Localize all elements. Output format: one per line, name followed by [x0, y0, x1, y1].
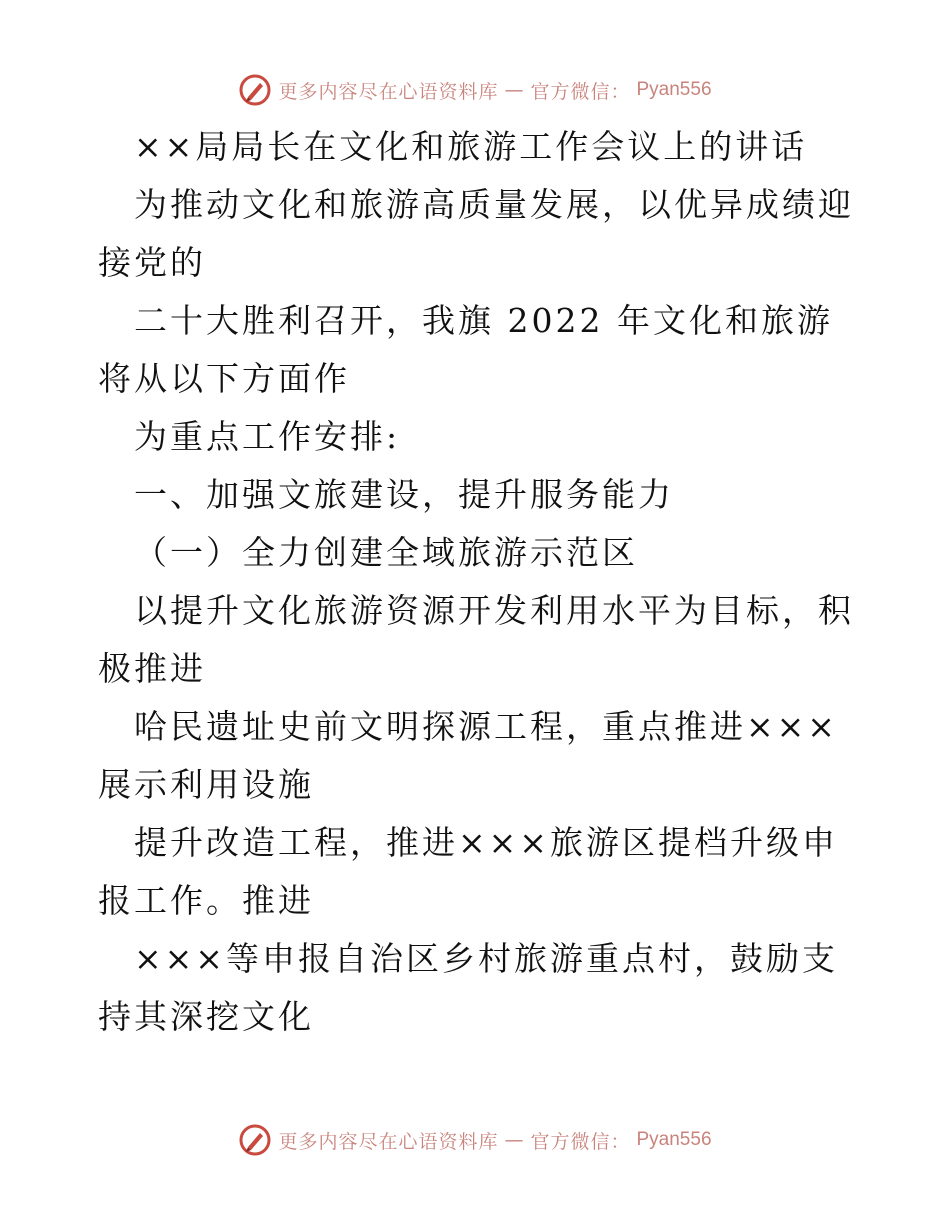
- paragraph: ×××等申报自治区乡村旅游重点村，鼓励支持其深挖文化: [98, 939, 838, 1036]
- watermark-separator: —: [504, 1129, 525, 1151]
- watermark-wechat-id: Pyan556: [636, 79, 712, 100]
- document-title: ××局局长在文化和旅游工作会议上的讲话: [134, 127, 808, 166]
- pen-logo-icon: [238, 73, 272, 107]
- header-watermark: [0, 70, 950, 110]
- paragraph: 为重点工作安排:: [134, 417, 401, 456]
- document-body: [98, 118, 854, 1046]
- paragraph: 哈民遗址史前文明探源工程，重点推进×××展示利用设施: [98, 707, 838, 804]
- watermark-text: 更多内容尽在心语资料库: [278, 80, 499, 103]
- watermark-separator: —: [504, 79, 525, 101]
- paragraph: 为推动文化和旅游高质量发展，以优异成绩迎接党的: [98, 185, 854, 282]
- watermark-text: 更多内容尽在心语资料库: [278, 1130, 499, 1153]
- paragraph: 二十大胜利召开，我旗 2022 年文化和旅游将从以下方面作: [98, 301, 833, 398]
- watermark-wechat-label: 官方微信：: [530, 80, 631, 103]
- section-heading: 一、加强文旅建设，提升服务能力: [134, 475, 674, 514]
- watermark-wechat-id: Pyan556: [636, 1129, 712, 1150]
- subsection-heading: （一）全力创建全域旅游示范区: [134, 533, 638, 572]
- watermark-wechat-label: 官方微信：: [530, 1130, 631, 1153]
- paragraph: 以提升文化旅游资源开发利用水平为目标，积极推进: [98, 591, 854, 688]
- paragraph: 提升改造工程，推进×××旅游区提档升级申报工作。推进: [98, 823, 838, 920]
- footer-watermark: [0, 1120, 950, 1160]
- pen-logo-icon: [238, 1123, 272, 1157]
